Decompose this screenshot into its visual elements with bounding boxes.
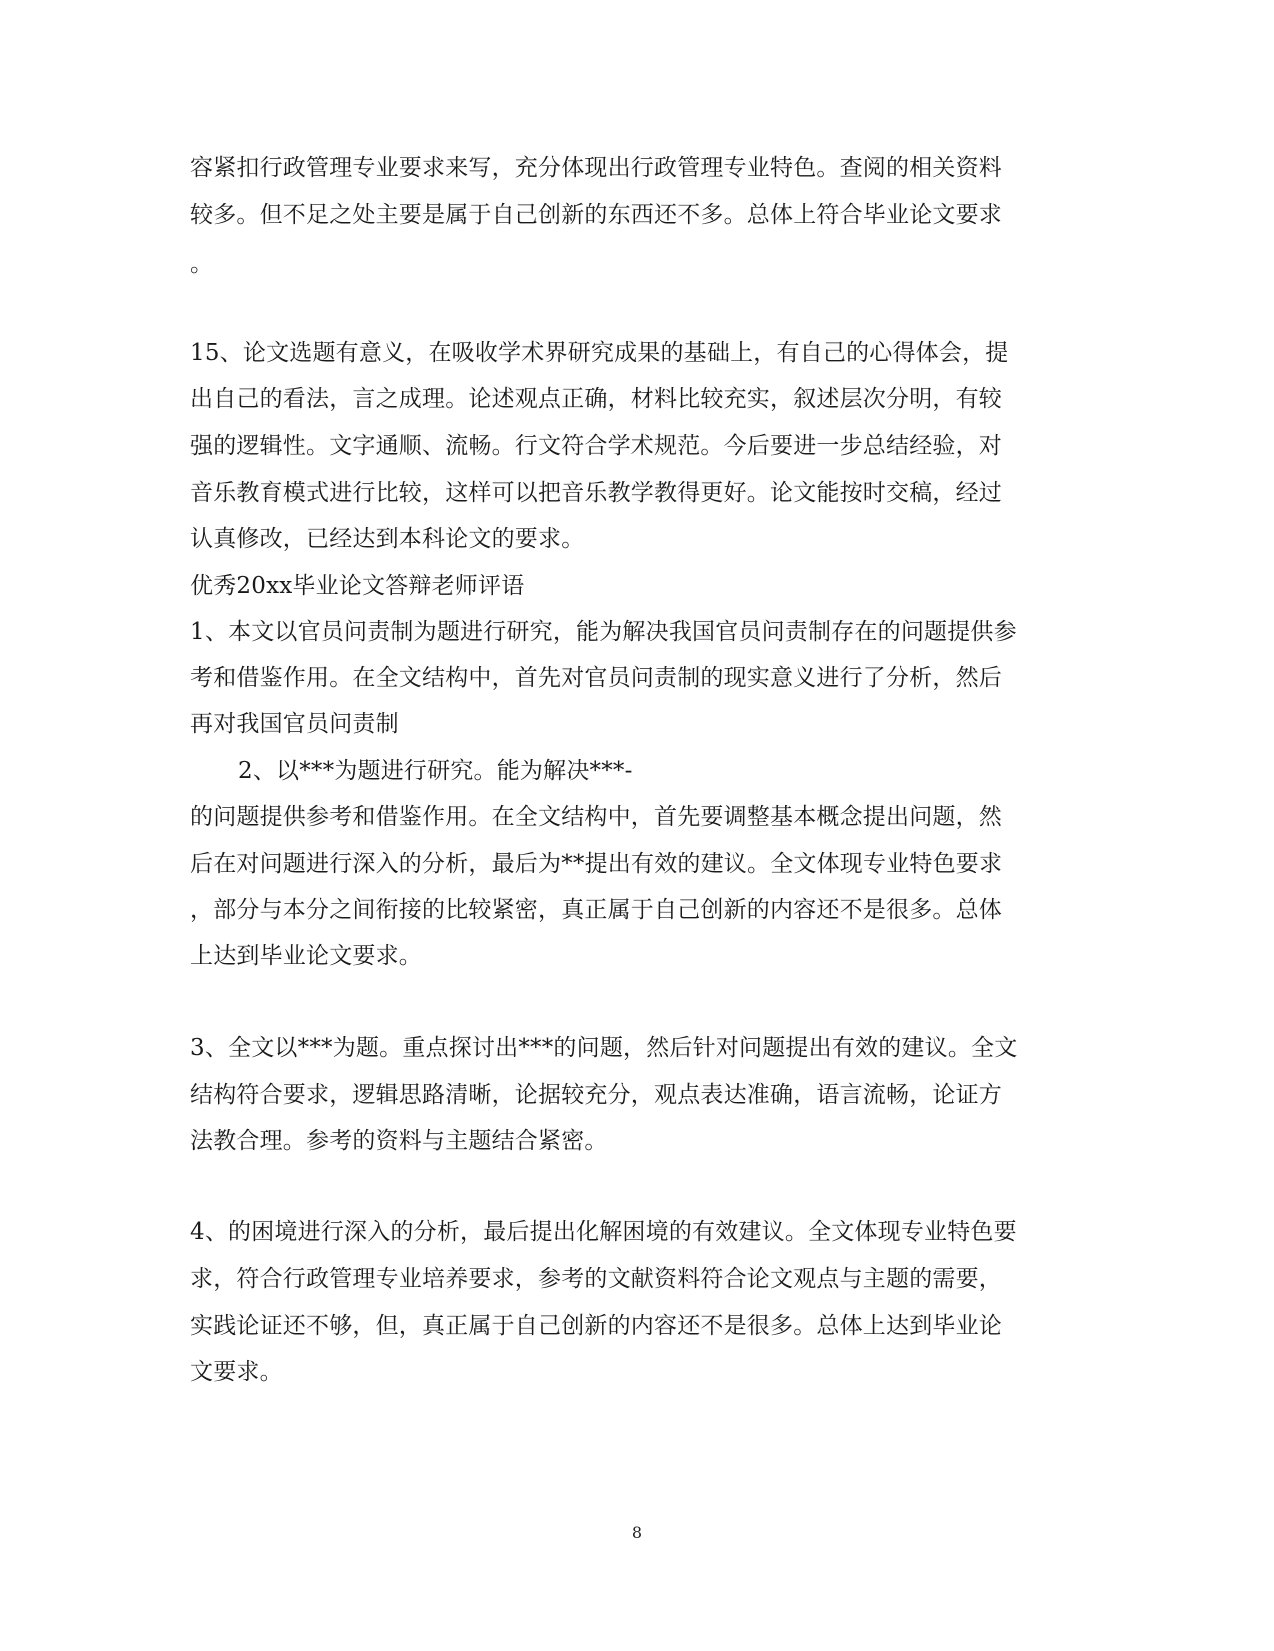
comment-1-line-2: 考和借鉴作用。在全文结构中，首先对官员问责制的现实意义进行了分析，然后: [190, 665, 1002, 691]
paragraph-15-line-3: 强的逻辑性。文字通顺、流畅。行文符合学术规范。今后要进一步总结经验，对: [190, 433, 1002, 459]
page-number: 8: [631, 1523, 643, 1542]
paragraph-15-line-4: 音乐教育模式进行比较，这样可以把音乐教学教得更好。论文能按时交稿，经过: [190, 480, 1002, 506]
comment-4-line-3: 实践论证还不够，但，真正属于自己创新的内容还不是很多。总体上达到毕业论: [190, 1313, 1002, 1339]
paragraph-14-line-3: 。: [190, 251, 214, 277]
comment-2-line-2: 的问题提供参考和借鉴作用。在全文结构中，首先要调整基本概念提出问题，然: [190, 804, 1002, 830]
comment-1-line-1: 1、本文以官员问责制为题进行研究，能为解决我国官员问责制存在的问题提供参: [190, 619, 1017, 645]
comment-3-line-3: 法教合理。参考的资料与主题结合紧密。: [190, 1128, 608, 1154]
comment-2-line-1: 2、以***为题进行研究。能为解决***-: [238, 758, 633, 784]
paragraph-14-line-2: 较多。但不足之处主要是属于自己创新的东西还不多。总体上符合毕业论文要求: [190, 202, 1002, 228]
comment-4-line-1: 4、的困境进行深入的分析，最后提出化解困境的有效建议。全文体现专业特色要: [190, 1219, 1017, 1245]
section-heading: 优秀20xx毕业论文答辩老师评语: [190, 573, 525, 599]
paragraph-15-line-2: 出自己的看法，言之成理。论述观点正确，材料比较充实，叙述层次分明，有较: [190, 386, 1002, 412]
paragraph-15-line-5: 认真修改，已经达到本科论文的要求。: [190, 526, 585, 552]
comment-4-line-2: 求，符合行政管理专业培养要求，参考的文献资料符合论文观点与主题的需要，: [190, 1266, 1002, 1292]
comment-3-line-1: 3、全文以***为题。重点探讨出***的问题，然后针对问题提出有效的建议。全文: [190, 1035, 1018, 1061]
comment-2-line-3: 后在对问题进行深入的分析，最后为**提出有效的建议。全文体现专业特色要求: [190, 851, 1003, 877]
paragraph-15-line-1: 15、论文选题有意义，在吸收学术界研究成果的基础上，有自己的心得体会，提: [190, 340, 1009, 366]
comment-2-line-4: ，部分与本分之间衔接的比较紧密，真正属于自己创新的内容还不是很多。总体: [190, 897, 1002, 923]
comment-2-line-5: 上达到毕业论文要求。: [190, 943, 422, 969]
comment-1-line-3: 再对我国官员问责制: [190, 711, 399, 737]
comment-4-line-4: 文要求。: [190, 1359, 283, 1385]
paragraph-14-line-1: 容紧扣行政管理专业要求来写，充分体现出行政管理专业特色。查阅的相关资料: [190, 155, 1002, 181]
comment-3-line-2: 结构符合要求，逻辑思路清晰，论据较充分，观点表达准确，语言流畅，论证方: [190, 1082, 1002, 1108]
